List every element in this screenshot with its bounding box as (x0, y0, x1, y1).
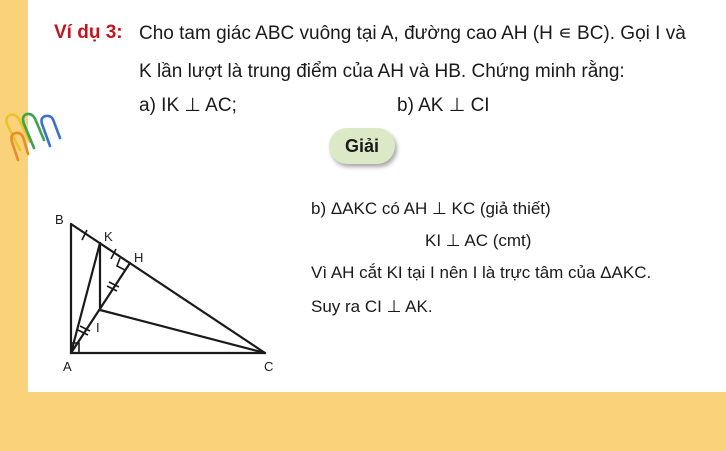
point-H: H (134, 250, 144, 265)
point-K: K (104, 229, 113, 244)
problem-part-a: a) IK ⊥ AC; (139, 95, 237, 116)
problem-part-b: b) AK ⊥ CI (397, 95, 490, 116)
solution-line-1: b) ΔAKC có AH ⊥ KC (giả thiết) (311, 199, 551, 218)
solution-button[interactable]: Giải (329, 128, 395, 164)
point-B: B (55, 212, 64, 227)
segment-CI (100, 310, 265, 353)
point-I: I (96, 320, 100, 335)
solution-line-3: Vì AH cắt KI tại I nên I là trực tâm của ΔAKC. (311, 263, 652, 282)
point-C: C (264, 359, 274, 374)
problem-line-2: K lần lượt là trung điểm của AH và HB. Chứng minh rằng: (139, 61, 625, 82)
problem-line-1: Cho tam giác ABC vuông tại A, đường cao AH (H ∊ BC). Gọi I và (139, 23, 686, 44)
solution-line-4: Suy ra CI ⊥ AK. (311, 297, 433, 316)
example-label: Ví dụ 3: (54, 22, 123, 43)
solution-line-2: KI ⊥ AC (cmt) (425, 231, 532, 250)
point-A: A (63, 359, 72, 374)
segment-AK (71, 243, 100, 353)
